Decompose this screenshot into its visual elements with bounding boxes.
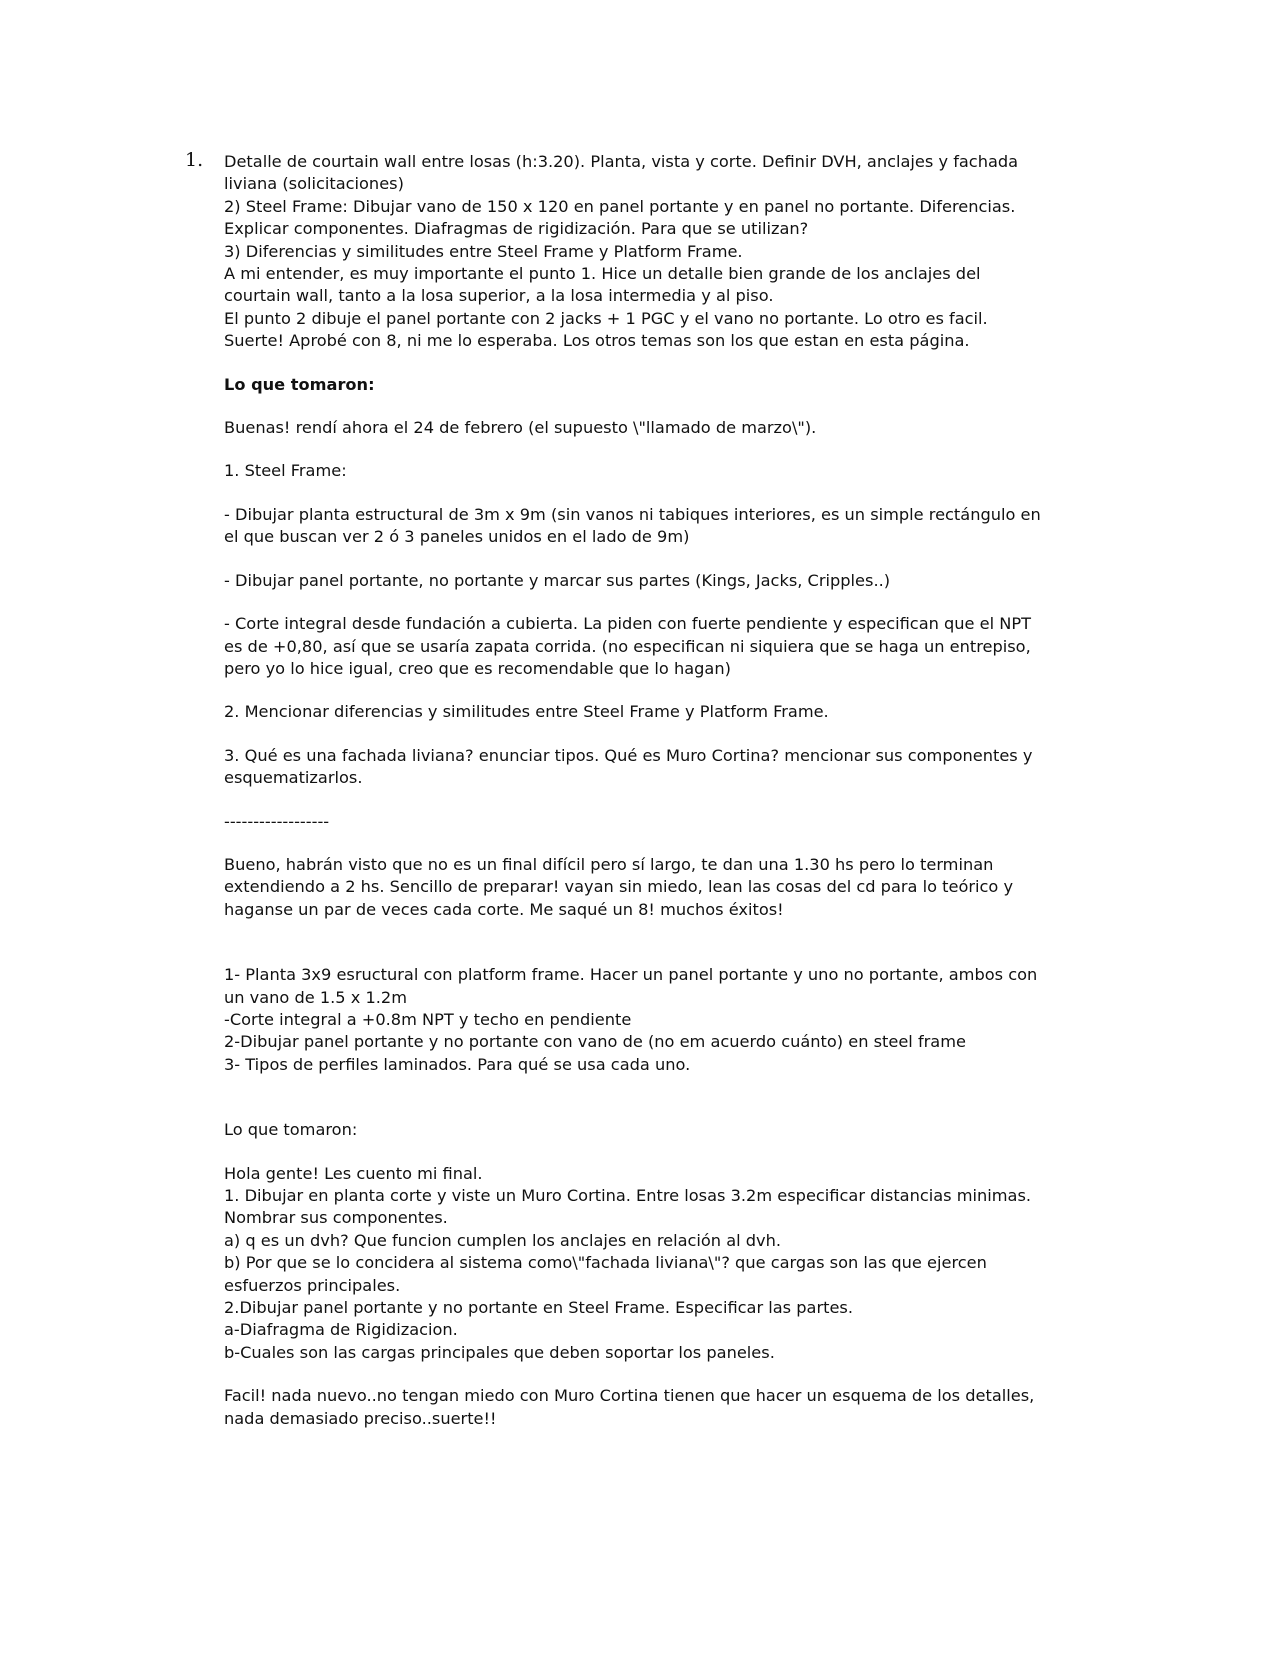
paragraph-corte-integral: - Corte integral desde fundación a cubierta. La piden con fuerte pendiente y especifican que el NPT es de +0,80, así que se usaría zapata corrida. (no especifican ni siquiera que se haga un entrepiso, pero yo lo hice igual, creo que es recomendable que lo hagan) bbox=[224, 614, 1032, 678]
divider-dashes: ------------------ bbox=[224, 811, 330, 831]
paragraph-hola-gente: Hola gente! Les cuento mi final. 1. Dibujar en planta corte y viste un Muro Cortina. Entre losas 3.2m especificar distancias minimas. Nombrar sus componentes. a) q es un dvh? Que funcion cumplen los anclajes en relación al dvh. b) Por que se lo concidera al sistema como\"fachada liviana\"? que cargas son las que ejercen esfuerzos principales. 2.Dibujar panel portante y no portante en Steel Frame. Especificar las partes. a-Diafragma de Rigidizacion. b-Cuales son las cargas principales que deben soportar los paneles. bbox=[224, 1163, 1032, 1362]
paragraph-exam-topics-1: Detalle de courtain wall entre losas (h:3.20). Planta, vista y corte. Definir DVH, anclajes y fachada liviana (solicitaciones) 2) Steel Frame: Dibujar vano de 150 x 120 en panel portante y en panel no portante. Diferencias. Explicar componentes. Diafragmas de rigidización. Para que se utilizan? 3) Diferencias y similitudes entre Steel Frame y Platform Frame. A mi entender, es muy importante el punto 1. Hice un detalle bien grande de los anclajes del courtain wall, tanto a la losa superior, a la losa intermedia y al piso. El punto 2 dibuje el panel portante con 2 jacks + 1 PGC y el vano no portante. Lo otro es facil. Suerte! Aprobé con 8, ni me lo esperaba. Los otros temas son los que estan en esta página. bbox=[224, 152, 1019, 351]
paragraph-bueno-final: Bueno, habrán visto que no es un final difícil pero sí largo, te dan una 1.30 hs pero lo terminan extendiendo a 2 hs. Sencillo de preparar! vayan sin miedo, lean las cosas del cd para lo teórico y haganse un par de veces cada corte. Me saqué un 8! muchos éxitos! bbox=[224, 854, 1014, 919]
list-number-marker: 1. bbox=[185, 149, 204, 171]
paragraph-fachada-liviana: 3. Qué es una fachada liviana? enunciar tipos. Qué es Muro Cortina? mencionar sus componentes y esquematizarlos. bbox=[224, 745, 1033, 788]
heading-lo-que-tomaron-2: Lo que tomaron: bbox=[224, 1120, 358, 1140]
paragraph-steel-frame-title: 1. Steel Frame: bbox=[224, 461, 347, 481]
paragraph-intro-febrero: Buenas! rendí ahora el 24 de febrero (el supuesto \"llamado de marzo\"). bbox=[224, 418, 817, 438]
heading-lo-que-tomaron-1: Lo que tomaron: bbox=[224, 374, 375, 394]
paragraph-diferencias: 2. Mencionar diferencias y similitudes entre Steel Frame y Platform Frame. bbox=[224, 702, 829, 722]
paragraph-panel-portante: - Dibujar panel portante, no portante y marcar sus partes (Kings, Jacks, Cripples..) bbox=[224, 570, 891, 590]
paragraph-planta-estructural: - Dibujar planta estructural de 3m x 9m (sin vanos ni tabiques interiores, es un simple rectángulo en el que buscan ver 2 ó 3 paneles unidos en el lado de 9m) bbox=[224, 504, 1041, 547]
paragraph-planta-3x9: 1- Planta 3x9 esructural con platform frame. Hacer un panel portante y uno no portante, ambos con un vano de 1.5 x 1.2m -Corte integral a +0.8m NPT y techo en pendiente 2-Dibujar panel portante y no portante con vano de (no em acuerdo cuánto) en steel frame 3- Tipos de perfiles laminados. Para qué se usa cada uno. bbox=[224, 965, 1038, 1074]
paragraph-facil-nada-nuevo: Facil! nada nuevo..no tengan miedo con Muro Cortina tienen que hacer un esquema de los detalles, nada demasiado preciso..suerte!! bbox=[224, 1386, 1035, 1428]
document-body bbox=[224, 151, 1124, 1430]
